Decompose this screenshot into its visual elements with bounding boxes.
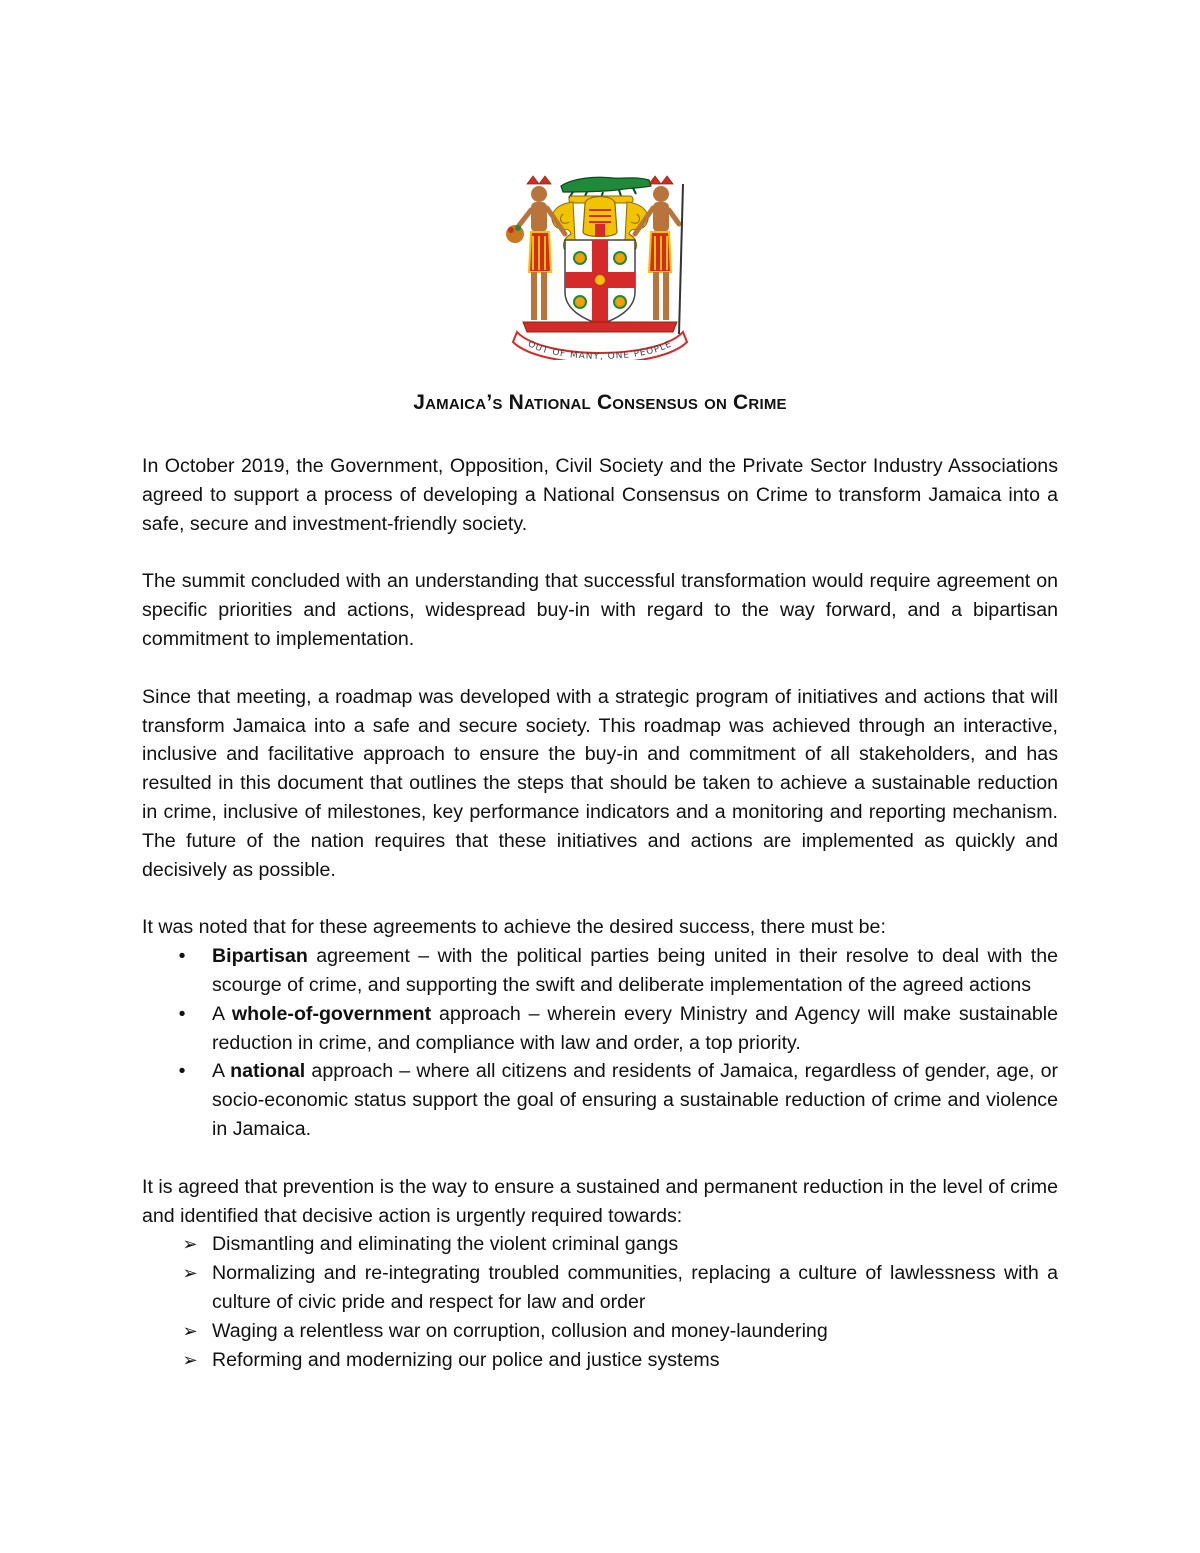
actions-list [142,1230,1058,1374]
motto-ribbon [513,332,687,360]
paragraph-prevention-lead: It is agreed that prevention is the way to ensure a sustained and permanent reduction in the level of crime and identified that decisive action is urgently required towards: [142,1175,1058,1227]
item-lead: A [212,1002,232,1025]
requirements-list [142,942,1058,1144]
jamaica-coat-of-arms-emblem [503,164,697,360]
arrow-bullet-icon: ➢ [182,1263,198,1284]
helmet [583,197,617,237]
arrow-bullet-icon: ➢ [182,1234,198,1255]
list-item [142,1346,1058,1375]
bullet-marker: • [178,945,186,968]
motto-text: OUT OF MANY, ONE PEOPLE [526,339,674,360]
right-supporter-figure [635,176,683,334]
bullet-marker: • [178,1002,186,1025]
document-title: Jamaica’s National Consensus on Crime [413,391,787,414]
paragraph-summit: The summit concluded with an understanding that successful transformation would require agreement on specific priorities and actions, widespread buy-in with regard to the way forward, and a bipartisan commitment to implementation. [142,570,1058,650]
arrow-bullet-icon: ➢ [182,1320,198,1341]
shield [565,240,635,324]
paragraph-agreements-lead: It was noted that for these agreements to achieve the desired success, there must be: [142,916,886,939]
crocodile-crest [561,177,651,198]
item-emphasis: national [230,1060,306,1083]
item-text: Dismantling and eliminating the violent criminal gangs [212,1233,679,1256]
list-item [142,1057,1058,1143]
list-item [142,1259,1058,1317]
item-text: approach – where all citizens and residents of Jamaica, regardless of gender, age, or socio-economic status support the goal of ensuring a sustainable reduction of crime and violence in Jamaica. [212,1060,1058,1140]
item-emphasis: whole-of-government [231,1002,432,1025]
coat-of-arms-svg [503,164,697,360]
left-supporter-figure [506,176,565,320]
item-lead: A [212,1060,231,1083]
paragraph-intro: In October 2019, the Government, Opposition, Civil Society and the Private Sector Industry Associations agreed to support a process of developing a National Consensus on Crime to transform Jamaica into a safe, secure and investment-friendly society. [142,455,1058,535]
item-text: Normalizing and re-integrating troubled communities, replacing a culture of lawlessness with a culture of civic pride and respect for law and order [212,1262,1058,1313]
item-text: agreement – with the political parties being united in their resolve to deal with the scourge of crime, and supporting the swift and deliberate implementation of the agreed actions [212,945,1058,996]
item-text: Reforming and modernizing our police and justice systems [212,1348,720,1371]
list-item [142,942,1058,1000]
list-item [142,1230,1058,1259]
item-text: approach – wherein every Ministry and Agency will make sustainable reduction in crime, and compliance with law and order, a top priority. [212,1002,1058,1054]
bullet-marker: • [178,1060,186,1083]
item-emphasis: Bipartisan [212,945,308,968]
compartment [523,322,677,332]
item-text: Waging a relentless war on corruption, collusion and money-laundering [212,1319,828,1342]
paragraph-roadmap: Since that meeting, a roadmap was developed with a strategic program of initiatives and actions that will transform Jamaica into a safe and secure society. This roadmap was achieved through an interactive, inclusive and facilitative approach to ensure the buy-in and commitment of all stakeholders, and has resulted in this document that outlines the steps that should be taken to achieve a sustainable reduction in crime, inclusive of milestones, key performance indicators and a monitoring and reporting mechanism. The future of the nation requires that these initiatives and actions are implemented as quickly and decisively as possible. [142,685,1058,881]
list-item [142,1000,1058,1058]
document-body [142,388,1058,1403]
list-item [142,1317,1058,1346]
arrow-bullet-icon: ➢ [182,1349,198,1370]
